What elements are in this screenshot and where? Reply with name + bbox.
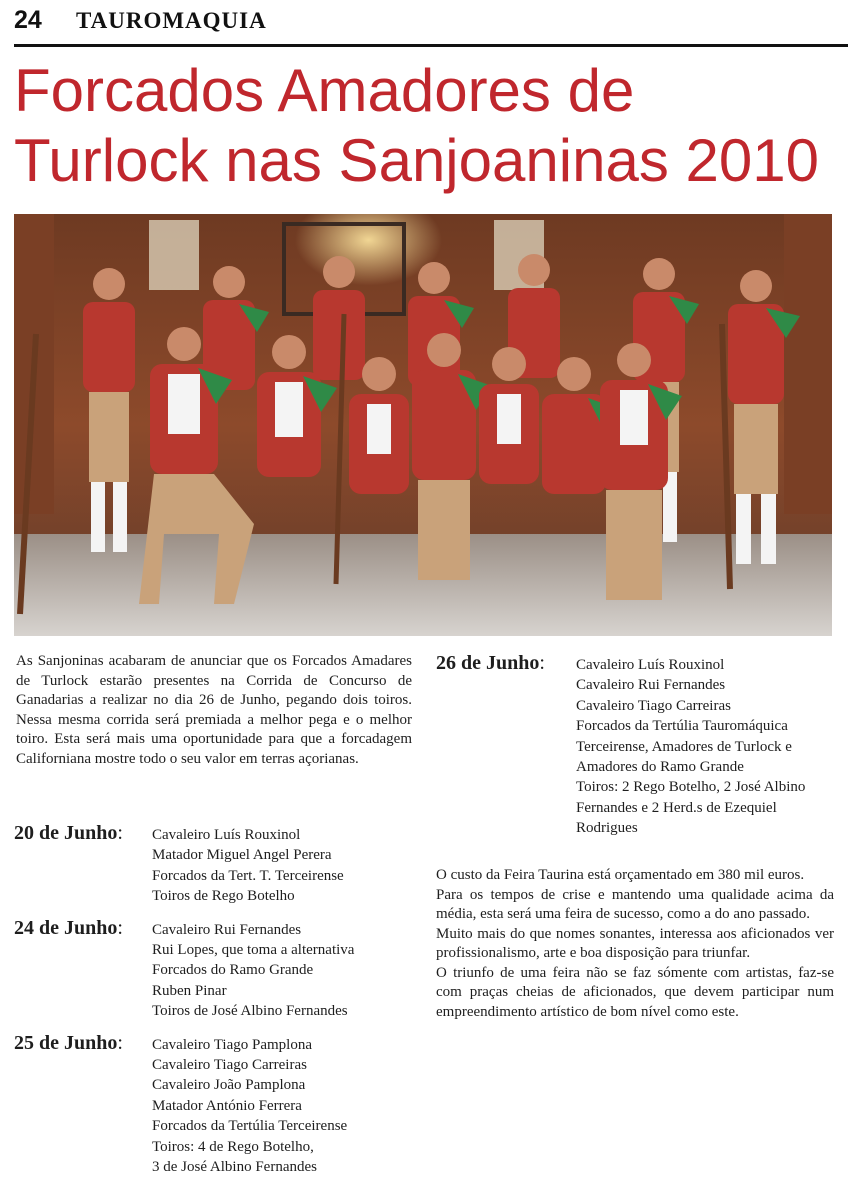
schedule-block-26-junho (436, 652, 836, 839)
schedule-line: Cavaleiro Tiago Carreiras (152, 1057, 307, 1074)
schedule-line: Toiros de Rego Botelho (152, 888, 295, 905)
date-lines (152, 1032, 347, 1178)
section-title: TAUROMAQUIA (76, 8, 267, 33)
schedule-line: Forcados do Ramo Grande (152, 962, 314, 979)
schedule-left (14, 822, 424, 1188)
schedule-block-20-junho (14, 822, 424, 907)
schedule-line: Cavaleiro Rui Fernandes (152, 921, 302, 938)
date-lines (152, 917, 354, 1022)
schedule-line: Cavaleiro Tiago Carreiras (576, 697, 731, 714)
group-photo (14, 214, 832, 636)
schedule-line: Forcados da Tert. T. Terceirense (152, 867, 344, 884)
schedule-line: Forcados da Tertúlia Tauromáquica Terceirense, Amadores de Turlock e Amadores do Ramo Grande (576, 718, 792, 776)
date-label: 25 de Junho: (14, 1031, 123, 1054)
date-text: 24 de Junho (14, 916, 118, 939)
date-label: 26 de Junho: (436, 652, 545, 674)
date-text: 25 de Junho (14, 1031, 118, 1054)
page-header (14, 4, 834, 38)
date-lines (576, 652, 836, 839)
intro-paragraph: As Sanjoninas acabaram de anunciar que os Forcados Amadares de Turlock estarão presentes na Corrida de Concurso de Ganadarias a realizar no dia 26 de Junho, pegando dois toiros. Nessa mesma corrida será premiada a melhor pega e o melhor toiro. Esta será mais uma oportunidade para que a forcadagem Californiana mostre todo o seu valor em terras açorianas. (16, 653, 412, 767)
schedule-line: Cavaleiro Luís Rouxinol (152, 827, 301, 843)
schedule-line: Toiros: 4 de Rego Botelho, (152, 1138, 314, 1155)
closing-paragraph: O triunfo de uma feira não se faz sómente com artistas, faz-se com praças cheias de aficionados, que devem participar num empreendimento artístico de bom nível como este. (436, 964, 834, 1020)
schedule-line: 3 de José Albino Fernandes (152, 1159, 317, 1176)
schedule-line: Matador Miguel Angel Perera (152, 847, 332, 864)
schedule-line: Toiros de José Albino Fernandes (152, 1003, 348, 1020)
schedule-line: Forcados da Tertúlia Terceirense (152, 1118, 348, 1135)
closing-paragraph: Para os tempos de crise e mantendo uma qualidade acima da média, esta será uma feira de sucesso, como a do ano passado. (436, 886, 834, 922)
closing-paragraph: O custo da Feira Taurina está orçamentado em 380 mil euros. (436, 867, 805, 883)
schedule-right (436, 652, 836, 849)
schedule-line: Cavaleiro Luís Rouxinol (576, 657, 725, 673)
date-text: 20 de Junho (14, 822, 118, 844)
closing-text (436, 866, 834, 1022)
schedule-block-24-junho (14, 917, 424, 1022)
schedule-line: Rui Lopes, que toma a alternativa (152, 942, 355, 959)
date-text: 26 de Junho (436, 652, 540, 674)
date-label: 20 de Junho: (14, 822, 123, 844)
date-label: 24 de Junho: (14, 916, 123, 939)
page-number: 24 (14, 6, 42, 34)
schedule-line: Ruben Pinar (152, 982, 227, 999)
schedule-line: Matador António Ferrera (152, 1097, 302, 1114)
headline-line-2: Turlock nas Sanjoaninas 2010 (14, 127, 819, 194)
date-lines (152, 822, 344, 907)
schedule-line: Cavaleiro Rui Fernandes (576, 677, 726, 694)
header-rule (14, 44, 848, 47)
schedule-line: Cavaleiro João Pamplona (152, 1077, 306, 1094)
schedule-line: Cavaleiro Tiago Pamplona (152, 1036, 312, 1053)
closing-paragraph: Muito mais do que nomes sonantes, interessa aos aficionados ver profissionalismo, arte e boa disposição para triunfar. (436, 925, 834, 961)
headline-line-1: Forcados Amadores de (14, 57, 635, 124)
schedule-line: Toiros: 2 Rego Botelho, 2 José Albino Fernandes e 2 Herd.s de Ezequiel Rodrigues (576, 779, 806, 837)
article-headline (14, 56, 844, 196)
schedule-block-25-junho (14, 1032, 424, 1178)
